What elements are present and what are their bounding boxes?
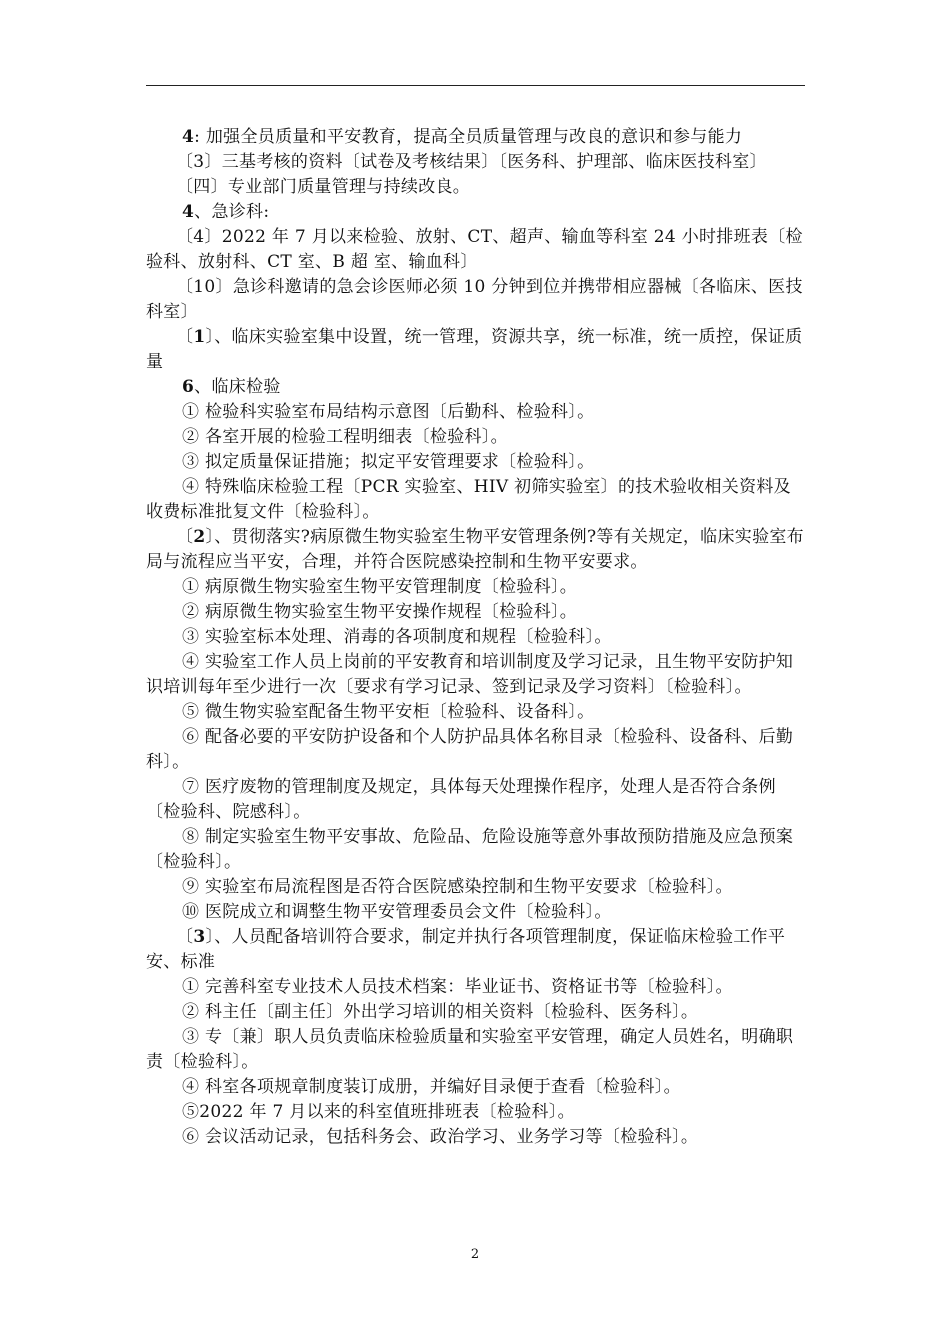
list-item: ① 检验科实验室布局结构示意图〔后勤科、检验科〕。 [182,402,595,422]
list-item: ⑥ 会议活动记录，包括科务会、政治学习、业务学习等〔检验科〕。 [182,1127,699,1147]
list-item: ⑤2022 年 7 月以来的科室值班排班表〔检验科〕。 [182,1102,575,1122]
list-item: ④ 实验室工作人员上岗前的平安教育和培训制度及学习记录，且生物平安防护知识培训每年至少进行一次〔要求有学习记录、签到记录及学习资料〕〔检验科〕。 [146,652,794,697]
paragraph: 〔1〕、临床实验室集中设置，统一管理，资源共享，统一标准，统一质控，保证质量 [146,327,803,372]
list-item: ③ 专〔兼〕职人员负责临床检验质量和实验室平安管理，确定人员姓名，明确职责〔检验科〕。 [146,1027,794,1072]
paragraph: 〔4〕2022 年 7 月以来检验、放射、CT、超声、输血等科室 24 小时排班表〔检验科、放射科、CT 室、B 超 室、输血科〕 [146,227,803,272]
list-item: ② 各室开展的检验工程明细表〔检验科〕。 [182,427,508,447]
list-item: ③ 实验室标本处理、消毒的各项制度和规程〔检验科〕。 [182,627,612,647]
paragraph: 〔3〕三基考核的资料〔试卷及考核结果〕〔医务科、护理部、临床医技科室〕 [176,152,767,172]
list-item: ⑦ 医疗废物的管理制度及规定，具体每天处理操作程序，处理人是否符合条例〔检验科、院感科〕。 [146,777,776,822]
list-item: ⑨ 实验室布局流程图是否符合医院感染控制和生物平安要求〔检验科〕。 [182,877,733,897]
list-item: ③ 拟定质量保证措施；拟定平安管理要求〔检验科〕。 [182,452,595,472]
list-item: ② 病原微生物实验室生物平安操作规程〔检验科〕。 [182,602,578,622]
paragraph: 4: 加强全员质量和平安教育，提高全员质量管理与改良的意识和参与能力 [182,127,743,147]
list-item: ① 病原微生物实验室生物平安管理制度〔检验科〕。 [182,577,578,597]
list-item: ⑤ 微生物实验室配备生物平安柜〔检验科、设备科〕。 [182,702,595,722]
paragraph: 〔2〕、贯彻落实?病原微生物实验室生物平安管理条例?等有关规定，临床实验室布局与流程应当平安，合理，并符合医院感染控制和生物平安要求。 [146,527,804,572]
paragraph: 〔3〕、人员配备培训符合要求，制定并执行各项管理制度，保证临床检验工作平安、标准 [146,927,786,972]
list-item: ④ 特殊临床检验工程〔PCR 实验室、HIV 初筛实验室〕的技术验收相关资料及收费标准批复文件〔检验科〕。 [146,477,791,522]
document-body [146,125,806,1150]
section-heading: 4、急诊科: [182,202,270,222]
list-item: ⑧ 制定实验室生物平安事故、危险品、危险设施等意外事故预防措施及应急预案〔检验科〕。 [146,827,794,872]
header-rule [146,85,805,86]
paragraph: 〔四〕专业部门质量管理与持续改良。 [176,177,471,197]
section-heading: 6、临床检验 [182,377,281,397]
paragraph: 〔10〕急诊科邀请的急会诊医师必须 10 分钟到位并携带相应器械〔各临床、医技科室〕 [146,277,803,322]
list-item: ⑩ 医院成立和调整生物平安管理委员会文件〔检验科〕。 [182,902,612,922]
page-number: 2 [470,1247,480,1262]
list-item: ④ 科室各项规章制度装订成册，并编好目录便于查看〔检验科〕。 [182,1077,681,1097]
list-item: ⑥ 配备必要的平安防护设备和个人防护品具体名称目录〔检验科、设备科、后勤科〕。 [146,727,794,772]
list-item: ① 完善科室专业技术人员技术档案：毕业证书、资格证书等〔检验科〕。 [182,977,733,997]
list-item: ② 科主任〔副主任〕外出学习培训的相关资料〔检验科、医务科〕。 [182,1002,699,1022]
